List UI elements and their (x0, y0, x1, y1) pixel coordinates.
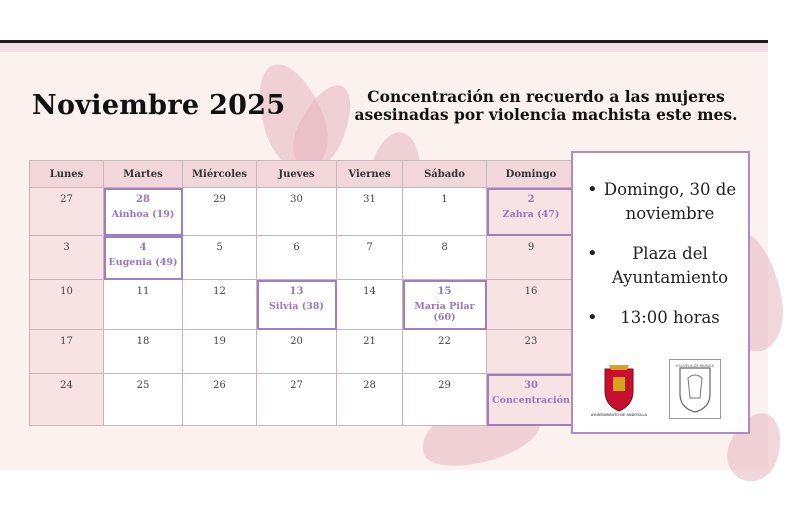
day-number: 3 (63, 242, 70, 253)
day-number: 2 (527, 194, 535, 205)
event-location: • Plaza del Ayuntamiento (581, 242, 745, 290)
day-cell (30, 374, 104, 426)
day-number: 27 (60, 194, 73, 205)
day-cell (257, 374, 337, 426)
event-date: • Domingo, 30 de noviembre (581, 178, 745, 226)
day-number: 15 (437, 286, 452, 297)
day-cell (337, 280, 403, 330)
day-number: 29 (213, 194, 226, 205)
subtitle-line-2: asesinadas por violencia machista este mes. (354, 105, 738, 124)
day-number: 28 (363, 380, 376, 391)
day-number: 27 (290, 380, 303, 391)
victim-name: Zahra (47) (502, 209, 560, 220)
day-cell (257, 236, 337, 280)
day-cell (487, 330, 576, 374)
header-viernes: Viernes (337, 161, 403, 188)
day-cell (183, 236, 257, 280)
day-number: 31 (363, 194, 376, 205)
day-number: 12 (213, 286, 226, 297)
day-number: 21 (363, 336, 376, 347)
day-cell (104, 374, 183, 426)
day-number: 30 (524, 380, 538, 391)
day-cell (403, 330, 487, 374)
day-number: 13 (289, 286, 304, 297)
day-number: 1 (441, 194, 448, 205)
day-cell (487, 236, 576, 280)
victim-name: Eugenia (49) (108, 257, 178, 268)
day-cell (183, 330, 257, 374)
day-number: 30 (290, 194, 303, 205)
header-lunes: Lunes (30, 161, 104, 188)
highlighted-day-cell (104, 236, 183, 280)
day-cell (257, 330, 337, 374)
day-cell (104, 330, 183, 374)
highlighted-day-cell (487, 188, 576, 236)
day-cell (337, 188, 403, 236)
day-number: 25 (136, 380, 150, 391)
day-number: 16 (524, 286, 538, 297)
music-school-logo (669, 359, 721, 419)
victim-name: Silvia (38) (269, 301, 324, 312)
calendar-week-row (30, 280, 576, 330)
victim-name: Ainhoa (19) (111, 209, 175, 220)
day-number: 20 (290, 336, 303, 347)
day-number: 6 (293, 242, 300, 253)
page-title: Noviembre 2025 (32, 90, 286, 121)
day-cell (337, 236, 403, 280)
calendar-week-row (30, 330, 576, 374)
header-miercoles: Miércoles (183, 161, 257, 188)
event-info-box (571, 151, 750, 434)
day-number: 14 (363, 286, 376, 297)
day-number: 5 (216, 242, 223, 253)
day-number: 18 (136, 336, 150, 347)
event-info-list (581, 178, 745, 346)
header-martes: Martes (104, 161, 183, 188)
top-band (0, 43, 768, 52)
day-cell (403, 236, 487, 280)
day-number: 10 (60, 286, 73, 297)
day-number: 4 (139, 242, 147, 253)
day-number: 11 (136, 286, 150, 297)
day-number: 28 (136, 194, 150, 205)
day-number: 7 (366, 242, 373, 253)
calendar-week-row (30, 188, 576, 236)
highlighted-day-cell (104, 188, 183, 236)
day-cell (337, 374, 403, 426)
day-cell (30, 188, 104, 236)
day-cell (183, 188, 257, 236)
town-hall-logo (590, 361, 648, 419)
day-number: 17 (60, 336, 73, 347)
calendar-week-row (30, 374, 576, 426)
day-number: 9 (527, 242, 535, 253)
day-cell (337, 330, 403, 374)
header-domingo: Domingo (487, 161, 576, 188)
day-cell (30, 236, 104, 280)
highlighted-day-cell (257, 280, 337, 330)
subtitle-line-1: Concentración en recuerdo a las mujeres (367, 87, 725, 106)
day-number: 24 (60, 380, 73, 391)
day-cell (403, 374, 487, 426)
victim-name: María Pilar (60) (414, 301, 475, 323)
day-cell (30, 280, 104, 330)
day-number: 26 (213, 380, 226, 391)
calendar-body (30, 188, 576, 426)
day-number: 29 (438, 380, 451, 391)
event-time: • 13:00 horas (581, 306, 745, 330)
header-jueves: Jueves (257, 161, 337, 188)
calendar-grid (29, 160, 576, 426)
day-number: 8 (441, 242, 448, 253)
victim-name: Concentración (492, 395, 570, 406)
highlighted-day-cell (403, 280, 487, 330)
music-school-logo-caption: ESCUELA DE MÚSICA (676, 364, 714, 368)
day-cell (257, 188, 337, 236)
header-sabado: Sábado (403, 161, 487, 188)
day-cell (30, 330, 104, 374)
calendar-week-row (30, 236, 576, 280)
day-cell (403, 188, 487, 236)
day-number: 22 (438, 336, 451, 347)
highlighted-day-cell (487, 374, 576, 426)
calendar-header-row (30, 161, 576, 188)
day-cell (183, 280, 257, 330)
event-subtitle (330, 88, 762, 124)
town-hall-logo-caption: AYUNTAMIENTO DE ANDOSILLA (590, 413, 648, 417)
day-cell (487, 280, 576, 330)
day-cell (183, 374, 257, 426)
day-number: 19 (213, 336, 226, 347)
day-cell (104, 280, 183, 330)
day-number: 23 (524, 336, 538, 347)
